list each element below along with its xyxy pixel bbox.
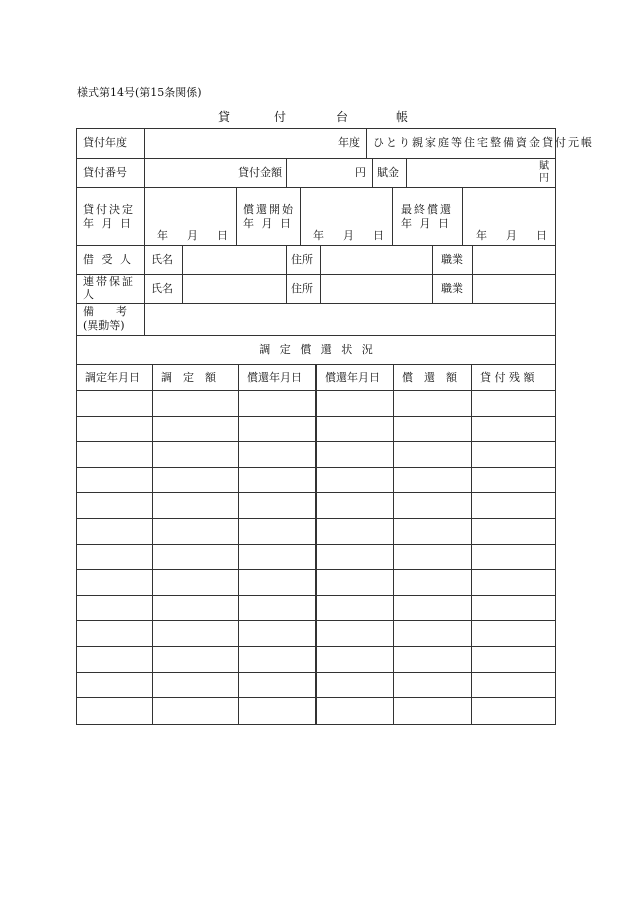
cell-repayment-date-2[interactable]: [317, 519, 394, 544]
loan-number-label: 貸付番号: [83, 166, 127, 179]
fukin-label-cell: [373, 159, 407, 187]
col-header-assessment-amount: [153, 365, 239, 390]
cell-assessment-amount[interactable]: [153, 647, 239, 672]
table-row: [77, 673, 555, 699]
cell-repayment-date-2[interactable]: [317, 417, 394, 442]
header-label: 償還年月日: [325, 371, 380, 384]
cell-assessment-date[interactable]: [77, 391, 153, 416]
table-row: [77, 698, 555, 724]
col-header-repayment-date-1: [239, 365, 317, 390]
borrower-address-field[interactable]: [321, 246, 433, 274]
cell-loan-balance[interactable]: [472, 417, 555, 442]
cell-assessment-amount[interactable]: [153, 442, 239, 467]
title-char: 貸: [218, 110, 231, 124]
final-repay-field[interactable]: [463, 188, 555, 245]
col-header-assessment-date: [77, 365, 153, 390]
cell-repayment-date-2[interactable]: [317, 570, 394, 595]
cell-assessment-date[interactable]: [77, 545, 153, 570]
cell-repayment-date-2[interactable]: [317, 468, 394, 493]
cell-loan-balance[interactable]: [472, 519, 555, 544]
cell-loan-balance[interactable]: [472, 545, 555, 570]
cell-loan-balance[interactable]: [472, 570, 555, 595]
repay-start-label-cell: [237, 188, 301, 245]
cell-assessment-amount[interactable]: [153, 391, 239, 416]
cell-loan-balance[interactable]: [472, 647, 555, 672]
cell-assessment-amount[interactable]: [153, 519, 239, 544]
cell-assessment-date[interactable]: [77, 621, 153, 646]
ledger-form: [76, 128, 594, 725]
cell-assessment-date[interactable]: [77, 519, 153, 544]
guarantor-address-field[interactable]: [321, 275, 433, 303]
dates-row: [77, 188, 555, 246]
cell-repayment-amount[interactable]: [394, 417, 472, 442]
status-table-header: [77, 365, 555, 391]
borrower-label: 借 受 人: [83, 253, 133, 266]
guarantor-address-label-cell: [287, 275, 321, 303]
cell-repayment-date-2[interactable]: [317, 673, 394, 698]
cell-assessment-date[interactable]: [77, 493, 153, 518]
guarantor-label-2: 人: [83, 288, 94, 301]
guarantor-name-label: 氏名: [151, 282, 173, 295]
remarks-label-cell: [77, 304, 145, 335]
title-char: 付: [274, 110, 287, 124]
cell-repayment-date-2[interactable]: [317, 545, 394, 570]
status-table-body: [77, 391, 555, 724]
guarantor-label-cell: [77, 275, 145, 303]
cell-loan-balance[interactable]: [472, 468, 555, 493]
table-row: [77, 442, 555, 468]
cell-assessment-amount[interactable]: [153, 621, 239, 646]
cell-repayment-date-1[interactable]: [239, 545, 317, 570]
decision-date-label-2: 年 月 日: [83, 217, 133, 230]
loan-amount-label: 貸付金額: [238, 166, 282, 179]
cell-repayment-date-1[interactable]: [239, 673, 317, 698]
guarantor-occupation-field[interactable]: [473, 275, 555, 303]
header-label: 償還年月日: [247, 371, 302, 384]
remarks-label-2: (異動等): [83, 319, 125, 332]
cell-assessment-amount[interactable]: [153, 468, 239, 493]
cell-repayment-amount[interactable]: [394, 647, 472, 672]
col-header-repayment-amount: [394, 365, 472, 390]
cell-repayment-date-1[interactable]: [239, 493, 317, 518]
cell-loan-balance[interactable]: [472, 596, 555, 621]
table-row: [77, 417, 555, 443]
table-row: [77, 493, 555, 519]
cell-assessment-amount[interactable]: [153, 596, 239, 621]
cell-assessment-amount[interactable]: [153, 673, 239, 698]
cell-repayment-date-2[interactable]: [317, 698, 394, 724]
cell-assessment-amount[interactable]: [153, 417, 239, 442]
cell-repayment-amount[interactable]: [394, 698, 472, 724]
repay-start-label-2: 年 月 日: [243, 217, 293, 230]
borrower-label-cell: [77, 246, 145, 274]
cell-repayment-date-2[interactable]: [317, 391, 394, 416]
cell-repayment-date-1[interactable]: [239, 596, 317, 621]
cell-assessment-amount[interactable]: [153, 698, 239, 724]
fund-name: ひとり親家庭等住宅整備資金貸付元帳: [373, 136, 594, 149]
header-label: 償 還 額: [402, 371, 457, 384]
table-row: [77, 570, 555, 596]
cell-loan-balance[interactable]: [472, 391, 555, 416]
repay-start-placeholder: 年 月 日: [313, 229, 388, 242]
cell-repayment-date-1[interactable]: [239, 621, 317, 646]
borrower-name-field[interactable]: [183, 246, 287, 274]
final-repay-label-cell: [393, 188, 463, 245]
cell-assessment-date[interactable]: [77, 468, 153, 493]
year-unit: 年度: [338, 136, 360, 149]
cell-repayment-date-1[interactable]: [239, 647, 317, 672]
cell-loan-balance[interactable]: [472, 493, 555, 518]
remarks-field[interactable]: [145, 304, 555, 335]
cell-repayment-date-2[interactable]: [317, 621, 394, 646]
header-label: 調定年月日: [85, 371, 140, 384]
cell-loan-balance[interactable]: [472, 698, 555, 724]
status-title-row: [77, 336, 555, 365]
fukin-label: 賦金: [377, 166, 399, 179]
cell-repayment-date-2[interactable]: [317, 647, 394, 672]
cell-assessment-amount[interactable]: [153, 545, 239, 570]
cell-repayment-date-1[interactable]: [239, 698, 317, 724]
cell-repayment-amount[interactable]: [394, 468, 472, 493]
guarantor-name-label-cell: [145, 275, 183, 303]
remarks-label: 備 考: [83, 305, 127, 318]
cell-assessment-date[interactable]: [77, 417, 153, 442]
loan-year-row: [77, 129, 594, 159]
final-repay-placeholder: 年 月 日: [476, 229, 551, 242]
decision-date-placeholder: 年 月 日: [157, 229, 232, 242]
guarantor-occupation-label: 職業: [441, 282, 463, 295]
cell-repayment-amount[interactable]: [394, 493, 472, 518]
cell-repayment-date-1[interactable]: [239, 468, 317, 493]
guarantor-occupation-label-cell: [433, 275, 473, 303]
table-row: [77, 647, 555, 673]
decision-date-label-cell: [77, 188, 145, 245]
repay-start-field[interactable]: [301, 188, 393, 245]
guarantor-address-label: 住所: [291, 282, 313, 295]
loan-year-label-cell: [77, 129, 145, 158]
table-row: [77, 519, 555, 545]
cell-assessment-amount[interactable]: [153, 570, 239, 595]
repay-start-label: 償還開始: [243, 203, 295, 216]
loan-amount-field[interactable]: [287, 159, 373, 187]
cell-repayment-date-1[interactable]: [239, 519, 317, 544]
cell-loan-balance[interactable]: [472, 673, 555, 698]
loan-year-label: 貸付年度: [83, 136, 127, 149]
cell-assessment-date[interactable]: [77, 442, 153, 467]
form-title: [218, 108, 452, 125]
borrower-name-label: 氏名: [151, 253, 173, 266]
cell-repayment-amount[interactable]: [394, 570, 472, 595]
cell-repayment-date-1[interactable]: [239, 570, 317, 595]
borrower-occupation-field[interactable]: [473, 246, 555, 274]
cell-repayment-date-1[interactable]: [239, 417, 317, 442]
final-repay-label-2: 年 月 日: [401, 217, 451, 230]
cell-assessment-date[interactable]: [77, 647, 153, 672]
table-row: [77, 621, 555, 647]
cell-repayment-amount[interactable]: [394, 596, 472, 621]
form-number: 様式第14号(第15条関係): [77, 86, 202, 99]
loan-number-field[interactable]: [145, 159, 287, 187]
remarks-row: [77, 304, 555, 336]
cell-repayment-date-1[interactable]: [239, 442, 317, 467]
cell-repayment-amount[interactable]: [394, 545, 472, 570]
borrower-row: [77, 246, 555, 275]
header-label: 調 定 額: [161, 371, 216, 384]
decision-date-field[interactable]: [145, 188, 237, 245]
borrower-name-label-cell: [145, 246, 183, 274]
table-row: [77, 596, 555, 622]
cell-repayment-amount[interactable]: [394, 621, 472, 646]
title-char: 帳: [396, 110, 409, 124]
borrower-occupation-label: 職業: [441, 253, 463, 266]
guarantor-name-field[interactable]: [183, 275, 287, 303]
cell-repayment-date-1[interactable]: [239, 391, 317, 416]
cell-repayment-date-2[interactable]: [317, 493, 394, 518]
borrower-occupation-label-cell: [433, 246, 473, 274]
cell-assessment-date[interactable]: [77, 673, 153, 698]
cell-assessment-date[interactable]: [77, 698, 153, 724]
cell-repayment-date-2[interactable]: [317, 442, 394, 467]
table-row: [77, 545, 555, 571]
decision-date-label: 貸付決定: [83, 203, 135, 216]
col-header-loan-balance: [472, 365, 555, 390]
guarantor-label: 連帯保証: [83, 275, 135, 288]
cell-assessment-date[interactable]: [77, 570, 153, 595]
cell-loan-balance[interactable]: [472, 621, 555, 646]
cell-repayment-amount[interactable]: [394, 391, 472, 416]
cell-repayment-amount[interactable]: [394, 442, 472, 467]
borrower-address-label-cell: [287, 246, 321, 274]
title-char: 台: [336, 110, 349, 124]
cell-repayment-amount[interactable]: [394, 519, 472, 544]
cell-repayment-amount[interactable]: [394, 673, 472, 698]
cell-assessment-amount[interactable]: [153, 493, 239, 518]
cell-assessment-date[interactable]: [77, 596, 153, 621]
guarantor-row: [77, 275, 555, 304]
table-row: [77, 468, 555, 494]
header-label: 貸 付 残 額: [480, 371, 535, 384]
fukin-field[interactable]: [407, 159, 555, 187]
borrower-address-label: 住所: [291, 253, 313, 266]
cell-loan-balance[interactable]: [472, 442, 555, 467]
loan-number-row: [77, 159, 555, 188]
fukin-unit-bottom: 円: [539, 173, 549, 184]
cell-repayment-date-2[interactable]: [317, 596, 394, 621]
fund-name-cell: [367, 129, 594, 158]
col-header-repayment-date-2: [317, 365, 394, 390]
loan-number-label-cell: [77, 159, 145, 187]
status-title: 調 定 償 還 状 況: [259, 343, 373, 356]
table-row: [77, 391, 555, 417]
loan-year-field[interactable]: [145, 129, 367, 158]
fukin-unit-top: 賦: [539, 161, 549, 172]
yen-unit: 円: [355, 166, 366, 179]
final-repay-label: 最終償還: [401, 203, 453, 216]
